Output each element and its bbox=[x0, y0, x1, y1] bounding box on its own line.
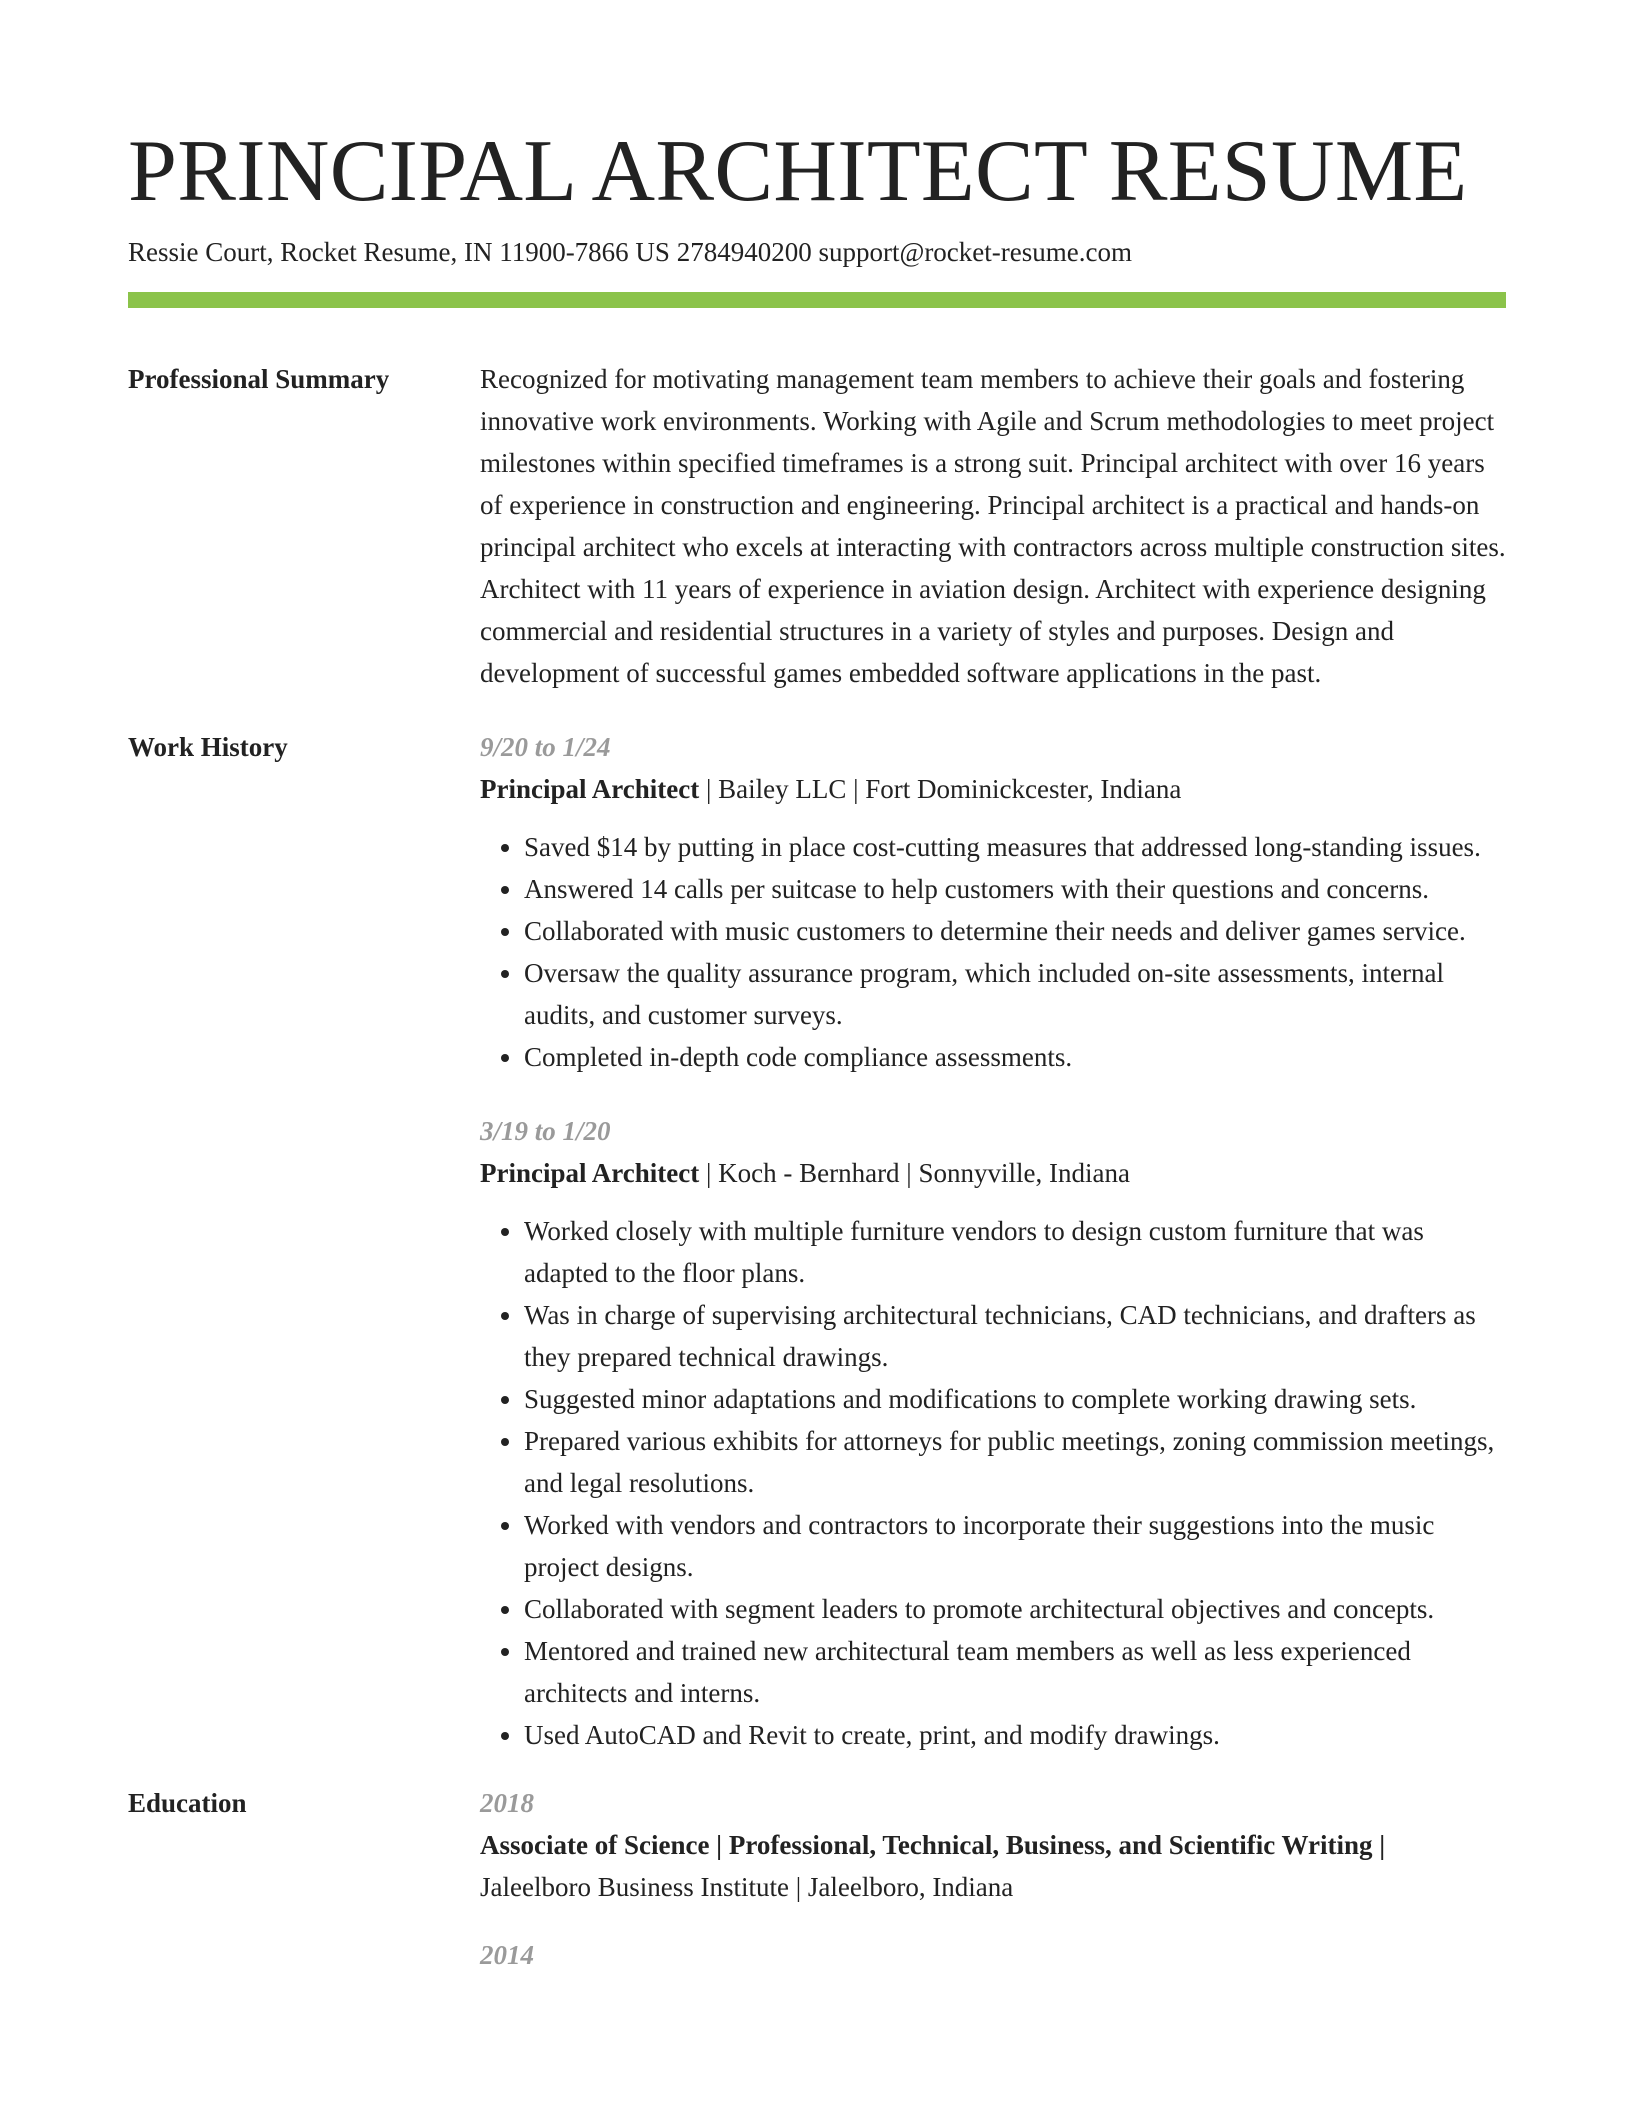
job-heading bbox=[480, 768, 1506, 810]
job-bullet: • Was in charge of supervising architectural technicians, CAD technicians, and drafters as they prepared technical drawings. bbox=[524, 1294, 1506, 1378]
job-company-location: | Bailey LLC | Fort Dominickcester, Indiana bbox=[699, 774, 1182, 804]
section-label-work-history: Work History bbox=[128, 732, 288, 762]
job-bullet: • Suggested minor adaptations and modifications to complete working drawing sets. bbox=[524, 1378, 1506, 1420]
job-title: Principal Architect bbox=[480, 774, 700, 804]
resume-title: PRINCIPAL ARCHITECT RESUME bbox=[128, 123, 1468, 220]
job-bullet: • Worked with vendors and contractors to incorporate their suggestions into the music project designs. bbox=[524, 1504, 1506, 1588]
education-entry bbox=[480, 1934, 1506, 1976]
job-bullet: • Used AutoCAD and Revit to create, print, and modify drawings. bbox=[524, 1714, 1506, 1756]
education-year: 2018 bbox=[480, 1788, 534, 1818]
education-degree: Associate of Science | Professional, Technical, Business, and Scientific Writing | bbox=[480, 1830, 1386, 1860]
summary-body bbox=[480, 358, 1506, 694]
contact-info: Ressie Court, Rocket Resume, IN 11900-7866 US 2784940200 support@rocket-resume.com bbox=[128, 237, 1132, 267]
job-bullets bbox=[480, 826, 1506, 1078]
education-body bbox=[480, 1782, 1506, 1976]
job-bullet: • Saved $14 by putting in place cost-cutting measures that addressed long-standing issues. bbox=[524, 826, 1506, 868]
work-history-body bbox=[480, 726, 1506, 1756]
job-bullet: • Collaborated with music customers to determine their needs and deliver games service. bbox=[524, 910, 1506, 952]
job-dates: 9/20 to 1/24 bbox=[480, 732, 611, 762]
job-heading bbox=[480, 1152, 1506, 1194]
job-bullet: • Completed in-depth code compliance assessments. bbox=[524, 1036, 1506, 1078]
education-degree-line bbox=[480, 1824, 1506, 1908]
header-divider bbox=[128, 292, 1506, 308]
job-dates: 3/19 to 1/20 bbox=[480, 1116, 611, 1146]
section-label-summary: Professional Summary bbox=[128, 364, 390, 394]
job-bullet: • Oversaw the quality assurance program, which included on-site assessments, internal audits, and customer surveys. bbox=[524, 952, 1506, 1036]
job-entry bbox=[480, 1110, 1506, 1756]
job-bullets bbox=[480, 1210, 1506, 1756]
education-year: 2014 bbox=[480, 1940, 534, 1970]
job-bullet: • Collaborated with segment leaders to promote architectural objectives and concepts. bbox=[524, 1588, 1506, 1630]
job-title: Principal Architect bbox=[480, 1158, 700, 1188]
professional-summary-section bbox=[128, 358, 1506, 694]
resume-page bbox=[128, 118, 1506, 1976]
job-bullet: • Mentored and trained new architectural team members as well as less experienced architects and interns. bbox=[524, 1630, 1506, 1714]
job-bullet: • Prepared various exhibits for attorneys for public meetings, zoning commission meetings, and legal resolutions. bbox=[524, 1420, 1506, 1504]
job-company-location: | Koch - Bernhard | Sonnyville, Indiana bbox=[699, 1158, 1130, 1188]
job-bullet: • Worked closely with multiple furniture vendors to design custom furniture that was adapted to the floor plans. bbox=[524, 1210, 1506, 1294]
education-section bbox=[128, 1782, 1506, 1976]
education-institution: Jaleelboro Business Institute | Jaleelboro, Indiana bbox=[480, 1872, 1014, 1902]
work-history-section bbox=[128, 726, 1506, 1756]
section-label-education: Education bbox=[128, 1788, 247, 1818]
education-entry bbox=[480, 1782, 1506, 1908]
job-entry bbox=[480, 726, 1506, 1078]
summary-text: Recognized for motivating management team members to achieve their goals and fostering innovative work environments. Working with Agile and Scrum methodologies to meet project milestones within specified timeframes is a strong suit. Principal architect with over 16 years of experience in construction and engineering. Principal architect is a practical and hands-on principal architect who excels at interacting with contractors across multiple construction sites. Architect with 11 years of experience in aviation design. Architect with experience designing commercial and residential structures in a variety of styles and purposes. Design and development of successful games embedded software applications in the past. bbox=[480, 364, 1506, 688]
job-bullet: • Answered 14 calls per suitcase to help customers with their questions and concerns. bbox=[524, 868, 1506, 910]
